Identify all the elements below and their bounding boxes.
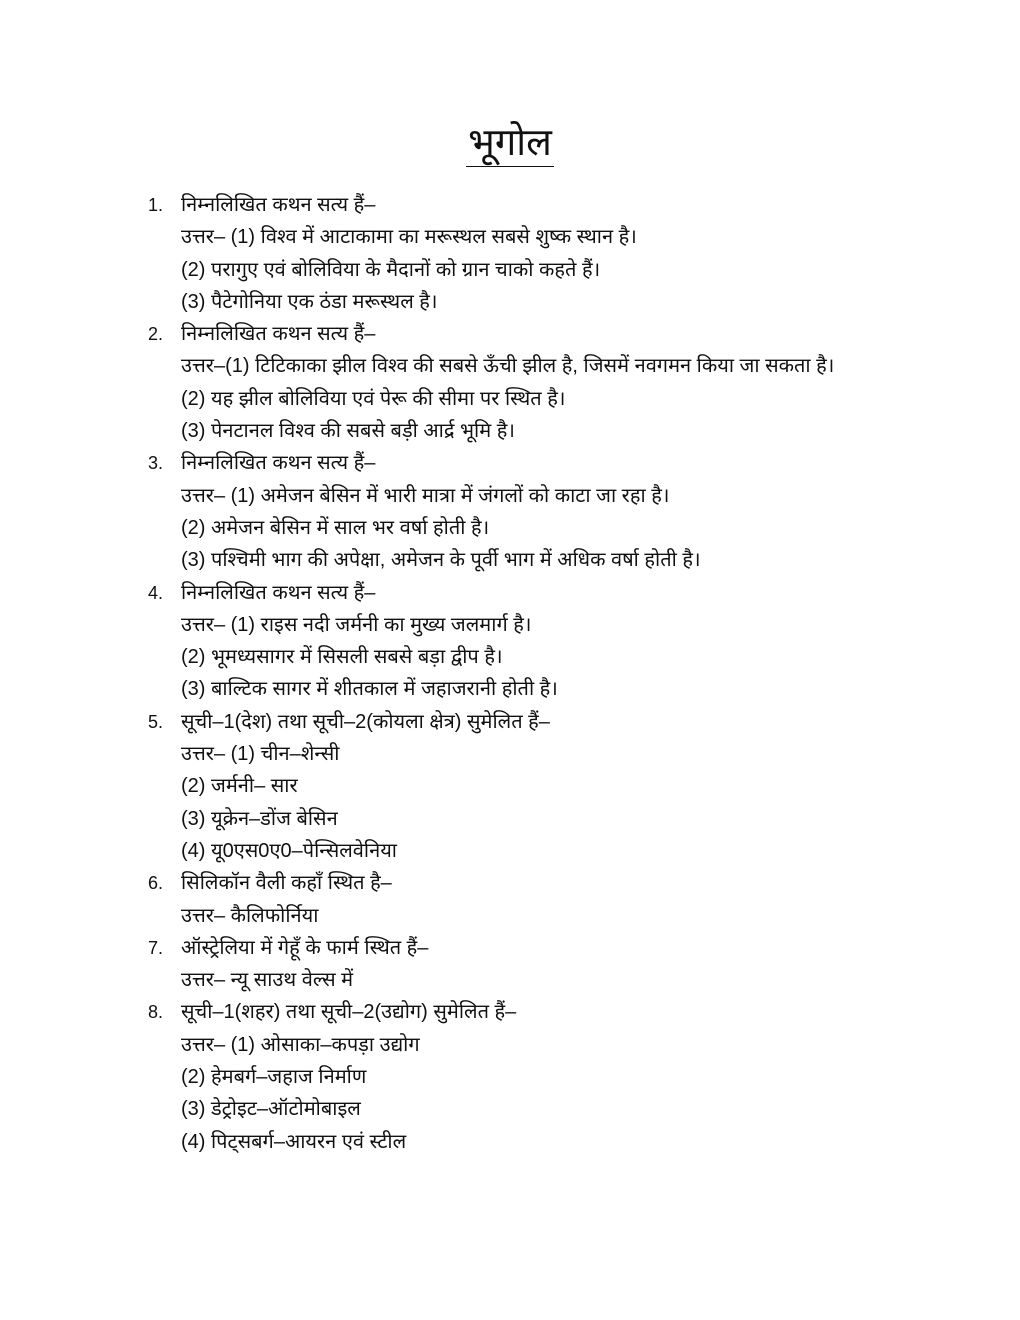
question-item <box>148 577 908 706</box>
answer-line: उत्तर– (1) ओसाका–कपड़ा उद्योग <box>181 1033 420 1056</box>
question-number: 7. <box>148 937 164 958</box>
question-item <box>148 932 908 997</box>
question-number: 4. <box>148 582 164 603</box>
answer-line: (2) जर्मनी– सार <box>181 775 298 798</box>
answer-line: (3) डेट्रोइट–ऑटोमोबाइल <box>181 1098 361 1121</box>
question-text: निम्नलिखित कथन सत्य हैं– <box>181 323 376 346</box>
answer-line: (2) हेमबर्ग–जहाज निर्माण <box>181 1066 367 1089</box>
question-item <box>148 189 908 318</box>
question-text: सिलिकॉन वैली कहाँ स्थित है– <box>181 872 392 895</box>
question-text: निम्नलिखित कथन सत्य हैं– <box>181 581 376 604</box>
answer-line: उत्तर–(1) टिटिकाका झील विश्व की सबसे ऊँची झील है, जिसमें नवगमन किया जा सकता है। <box>181 355 835 378</box>
question-number: 1. <box>148 195 164 215</box>
answer-line: (4) यू0एस0ए0–पेन्सिलवेनिया <box>181 839 397 862</box>
question-text: निम्नलिखित कथन सत्य हैं– <box>181 452 376 475</box>
answer-line: (3) पैटेगोनिया एक ठंडा मरूस्थल है। <box>181 290 438 313</box>
answer-line: (3) बाल्टिक सागर में शीतकाल में जहाजरानी होती है। <box>181 678 558 701</box>
question-number: 2. <box>148 324 164 345</box>
answer-line: उत्तर– (1) अमेजन बेसिन में भारी मात्रा में जंगलों को काटा जा रहा है। <box>181 484 670 507</box>
question-text: निम्नलिखित कथन सत्य हैं– <box>181 194 376 216</box>
answer-line: उत्तर– न्यू साउथ वेल्स में <box>181 969 354 992</box>
question-item <box>148 867 908 932</box>
question-text: सूची–1(देश) तथा सूची–2(कोयला क्षेत्र) सुमेलित हैं– <box>181 710 550 733</box>
answer-line: उत्तर– कैलिफोर्निया <box>181 904 319 927</box>
question-item <box>148 318 908 447</box>
page-title-text: भूगोल <box>466 122 554 167</box>
question-number: 3. <box>148 453 164 474</box>
answer-line: उत्तर– (1) चीन–शेन्सी <box>181 743 340 766</box>
answer-line: (2) अमेजन बेसिन में साल भर वर्षा होती है। <box>181 516 490 539</box>
answer-line: (2) परागुए एवं बोलिविया के मैदानों को ग्रान चाको कहते हैं। <box>181 258 601 281</box>
question-text: सूची–1(शहर) तथा सूची–2(उद्योग) सुमेलित हैं– <box>181 1001 517 1024</box>
answer-line: (2) भूमध्यसागर में सिसली सबसे बड़ा द्वीप है। <box>181 646 503 669</box>
answer-line: (3) यूक्रेन–डोंज बेसिन <box>181 807 338 830</box>
question-item <box>148 706 908 867</box>
question-item <box>148 996 908 1157</box>
answer-line: (2) यह झील बोलिविया एवं पेरू की सीमा पर स्थित है। <box>181 387 566 410</box>
answer-line: उत्तर– (1) विश्व में आटाकामा का मरूस्थल सबसे शुष्क स्थान है। <box>181 226 637 249</box>
question-list <box>148 189 908 1158</box>
question-item <box>148 447 908 576</box>
question-text: ऑस्ट्रेलिया में गेहूँ के फार्म स्थित हैं– <box>181 936 429 959</box>
answer-line: (3) पेनटानल विश्व की सबसे बड़ी आर्द्र भूमि है। <box>181 420 515 443</box>
answer-line: (3) पश्चिमी भाग की अपेक्षा, अमेजन के पूर्वी भाग में अधिक वर्षा होती है। <box>181 549 701 572</box>
page-title <box>0 118 1020 168</box>
question-number: 8. <box>148 1002 164 1023</box>
answer-line: उत्तर– (1) राइस नदी जर्मनी का मुख्य जलमार्ग है। <box>181 613 532 636</box>
answer-line: (4) पिट्सबर्ग–आयरन एवं स्टील <box>181 1130 407 1153</box>
question-number: 6. <box>148 873 164 894</box>
question-number: 5. <box>148 711 164 732</box>
